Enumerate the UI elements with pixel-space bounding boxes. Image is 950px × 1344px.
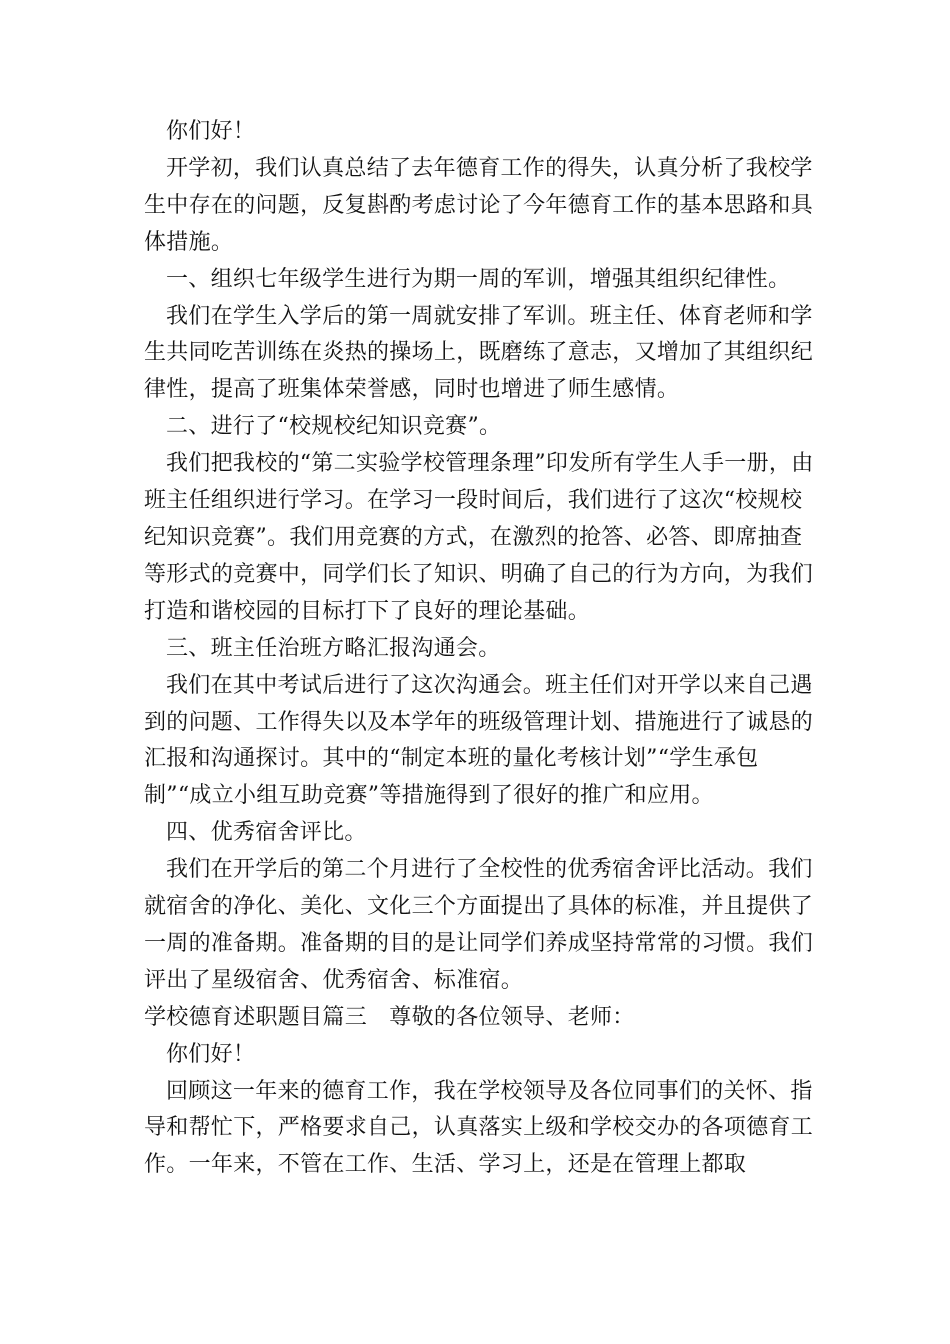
- paragraph-military-training: 我们在学生入学后的第一周就安排了军训。班主任、体育老师和学生共同吃苦训练在炎热的操场上，既磨练了意志，又增加了其组织纪律性，提高了班集体荣誉感，同时也增进了师生感情。: [144, 303, 814, 403]
- paragraph-intro: 开学初，我们认真总结了去年德育工作的得失，认真分析了我校学生中存在的问题，反复斟酌考虑讨论了今年德育工作的基本思路和具体措施。: [144, 155, 814, 255]
- section-heading-2: 二、进行了“校规校纪知识竞赛”。: [166, 414, 502, 440]
- article-title-3: 学校德育述职题目篇三 尊敬的各位领导、老师：: [144, 1004, 635, 1030]
- section-heading-4: 四、优秀宿舍评比。: [166, 820, 367, 846]
- paragraph-review: 回顾这一年来的德育工作，我在学校领导及各位同事们的关怀、指导和帮忙下，严格要求自己，认真落实上级和学校交办的各项德育工作。一年来，不管在工作、生活、学习上，还是在管理上都取: [144, 1078, 814, 1178]
- paragraph-knowledge-contest: 我们把我校的“第二实验学校管理条理”印发所有学生人手一册，由班主任组织进行学习。在学习一段时间后，我们进行了这次“校规校纪知识竞赛”。我们用竞赛的方式，在激烈的抢答、必答、即席抽查等形式的竞赛中，同学们长了知识、明确了自己的行为方向，为我们打造和谐校园的目标打下了良好的理论基础。: [144, 451, 814, 624]
- section-heading-3: 三、班主任治班方略汇报沟通会。: [166, 635, 501, 661]
- document-body: [144, 114, 824, 1184]
- paragraph-greeting-2: 你们好！: [166, 1041, 256, 1067]
- paragraph-meeting: 我们在其中考试后进行了这次沟通会。班主任们对开学以来自己遇到的问题、工作得失以及本学年的班级管理计划、措施进行了诚恳的汇报和沟通探讨。其中的“制定本班的量化考核计划”“学生承包制”“成立小组互助竞赛”等措施得到了很好的推广和应用。: [144, 672, 814, 809]
- paragraph-dormitory: 我们在开学后的第二个月进行了全校性的优秀宿舍评比活动。我们就宿舍的净化、美化、文化三个方面提出了具体的标准，并且提供了一周的准备期。准备期的目的是让同学们养成坚持常常的习惯。我们评出了星级宿舍、优秀宿舍、标准宿。: [144, 857, 814, 993]
- paragraph-greeting: 你们好！: [166, 119, 256, 144]
- section-heading-1: 一、组织七年级学生进行为期一周的军训，增强其组织纪律性。: [166, 266, 791, 292]
